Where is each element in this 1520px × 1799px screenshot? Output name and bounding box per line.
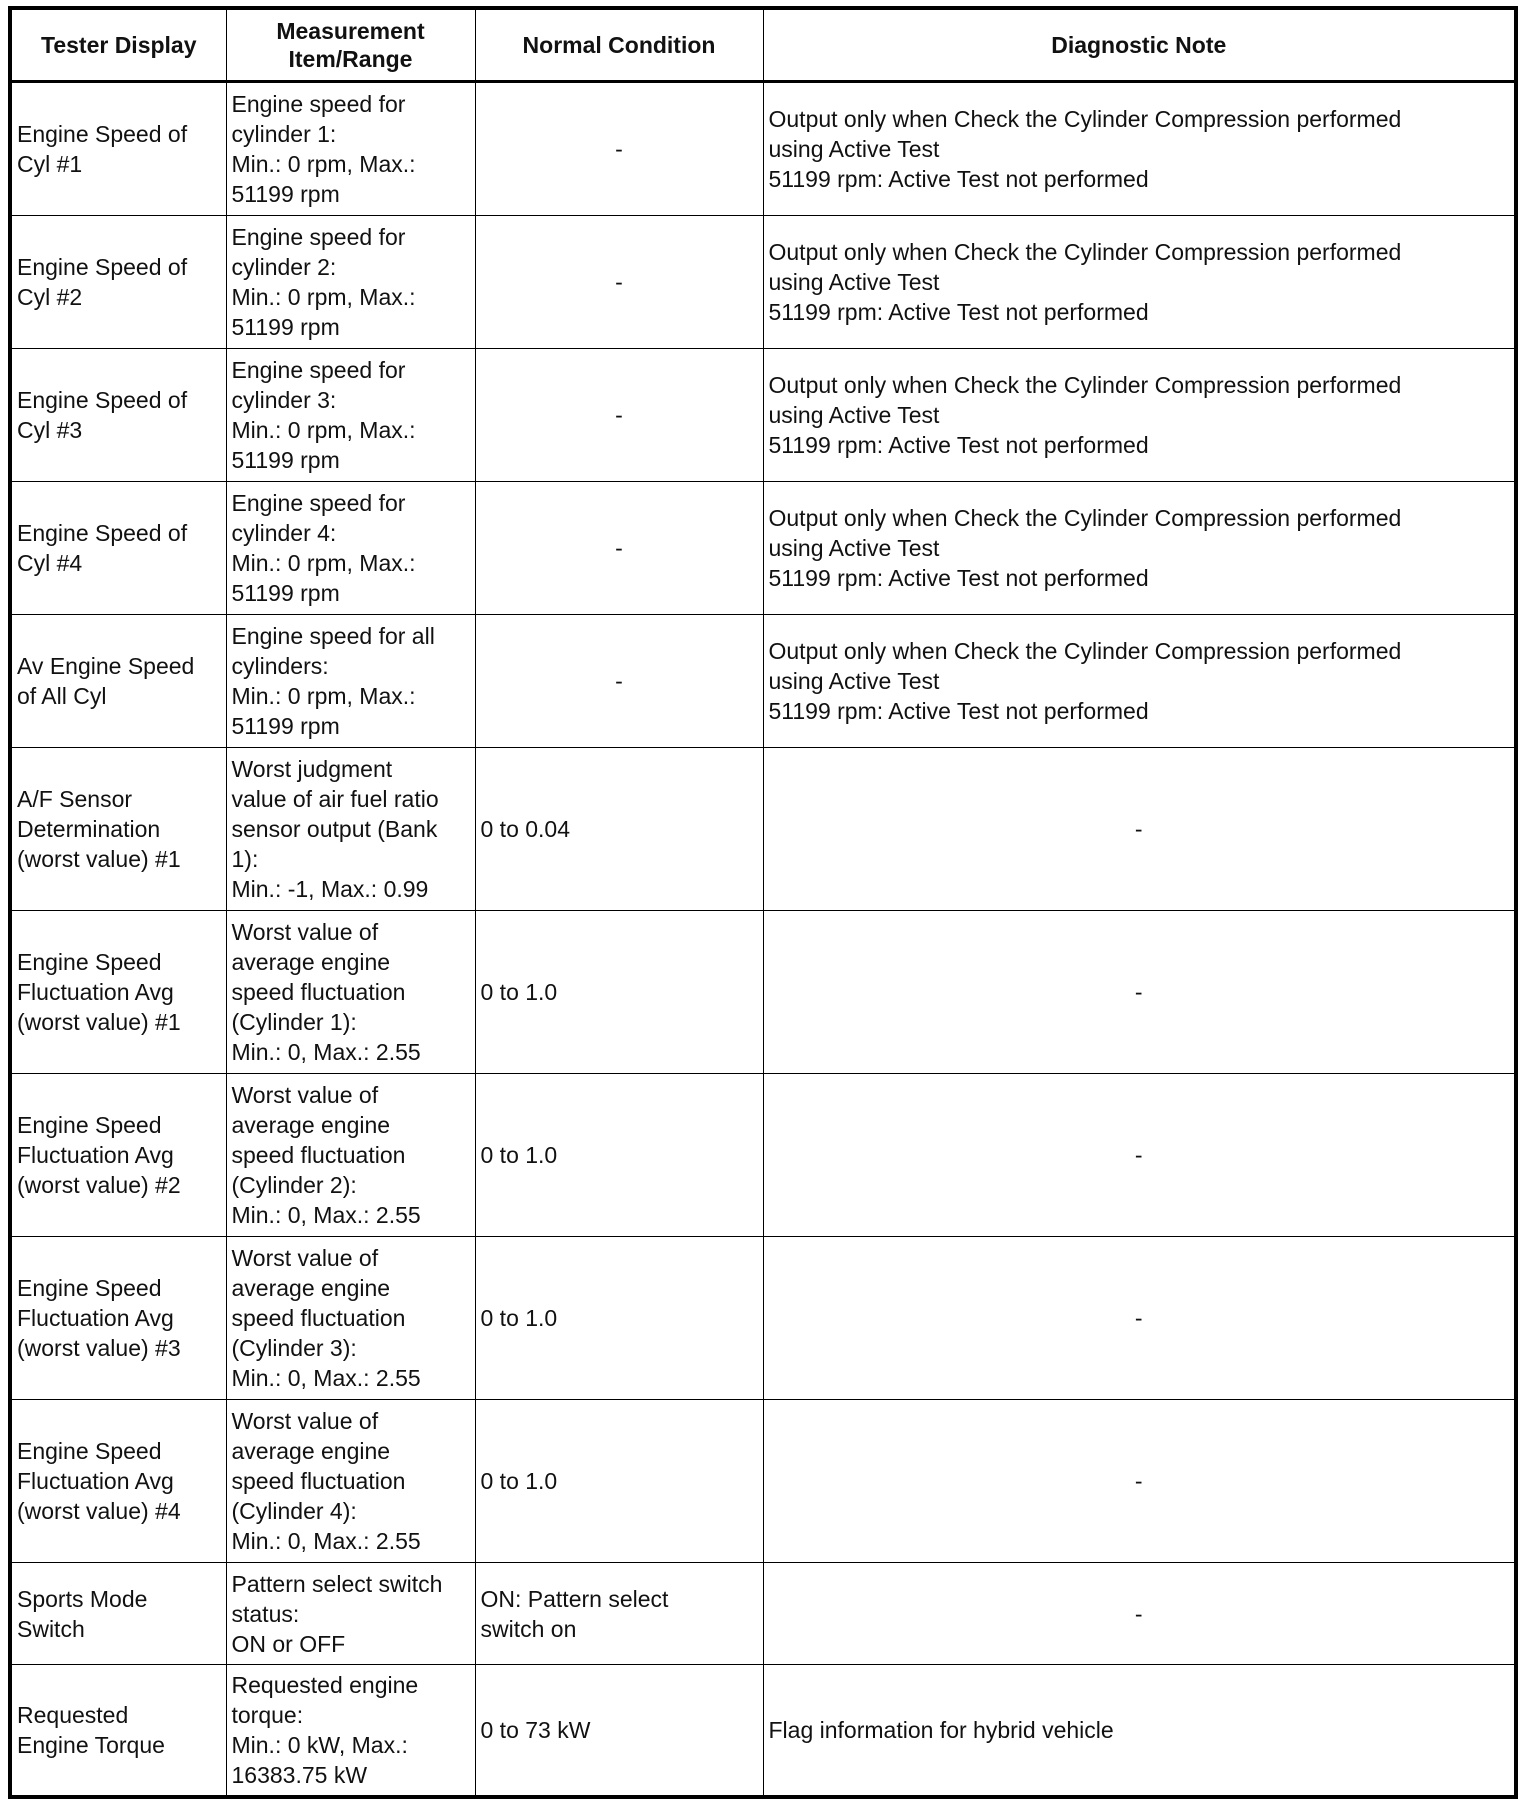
header-row <box>10 8 1516 82</box>
data-list-table <box>8 6 1518 1799</box>
tester-display-cell: Requested Engine Torque <box>10 1665 226 1798</box>
diagnostic-note-cell: - <box>763 1237 1516 1400</box>
table-row <box>10 216 1516 349</box>
normal-condition-cell: - <box>475 349 763 482</box>
header-diagnostic-note: Diagnostic Note <box>763 8 1516 82</box>
normal-condition-cell: ON: Pattern select switch on <box>475 1563 763 1665</box>
table-row <box>10 1074 1516 1237</box>
measurement-cell: Worst value of average engine speed fluctuation (Cylinder 1): Min.: 0, Max.: 2.55 <box>226 911 475 1074</box>
measurement-cell: Worst value of average engine speed fluctuation (Cylinder 3): Min.: 0, Max.: 2.55 <box>226 1237 475 1400</box>
diagnostic-note-cell: Output only when Check the Cylinder Compression performed using Active Test 51199 rpm: Active Test not performed <box>763 615 1516 748</box>
header-normal-condition: Normal Condition <box>475 8 763 82</box>
diagnostic-note-cell: - <box>763 1400 1516 1563</box>
diagnostic-note-cell: Flag information for hybrid vehicle <box>763 1665 1516 1798</box>
tester-display-cell: Av Engine Speed of All Cyl <box>10 615 226 748</box>
normal-condition-cell: 0 to 1.0 <box>475 1074 763 1237</box>
tester-display-cell: Engine Speed Fluctuation Avg (worst value) #4 <box>10 1400 226 1563</box>
normal-condition-cell: 0 to 1.0 <box>475 911 763 1074</box>
table-row <box>10 1563 1516 1665</box>
header-measurement: Measurement Item/Range <box>226 8 475 82</box>
diagnostic-note-cell: Output only when Check the Cylinder Compression performed using Active Test 51199 rpm: Active Test not performed <box>763 216 1516 349</box>
tester-display-cell: Engine Speed of Cyl #2 <box>10 216 226 349</box>
measurement-cell: Engine speed for all cylinders: Min.: 0 rpm, Max.: 51199 rpm <box>226 615 475 748</box>
normal-condition-cell: 0 to 73 kW <box>475 1665 763 1798</box>
normal-condition-cell: - <box>475 216 763 349</box>
tester-display-cell: Engine Speed of Cyl #3 <box>10 349 226 482</box>
tester-display-cell: Engine Speed Fluctuation Avg (worst value) #3 <box>10 1237 226 1400</box>
measurement-cell: Engine speed for cylinder 3: Min.: 0 rpm, Max.: 51199 rpm <box>226 349 475 482</box>
measurement-cell: Pattern select switch status: ON or OFF <box>226 1563 475 1665</box>
diagnostic-note-cell: - <box>763 1074 1516 1237</box>
table-row <box>10 1665 1516 1798</box>
normal-condition-cell: - <box>475 615 763 748</box>
normal-condition-cell: 0 to 1.0 <box>475 1400 763 1563</box>
table-row <box>10 82 1516 216</box>
normal-condition-cell: - <box>475 82 763 216</box>
diagnostic-note-cell: - <box>763 911 1516 1074</box>
tester-display-cell: Engine Speed of Cyl #4 <box>10 482 226 615</box>
measurement-cell: Engine speed for cylinder 1: Min.: 0 rpm, Max.: 51199 rpm <box>226 82 475 216</box>
measurement-cell: Worst judgment value of air fuel ratio sensor output (Bank 1): Min.: -1, Max.: 0.99 <box>226 748 475 911</box>
tester-display-cell: Sports Mode Switch <box>10 1563 226 1665</box>
table-row <box>10 1237 1516 1400</box>
measurement-cell: Engine speed for cylinder 2: Min.: 0 rpm, Max.: 51199 rpm <box>226 216 475 349</box>
measurement-cell: Requested engine torque: Min.: 0 kW, Max.: 16383.75 kW <box>226 1665 475 1798</box>
table-row <box>10 911 1516 1074</box>
measurement-cell: Worst value of average engine speed fluctuation (Cylinder 4): Min.: 0, Max.: 2.55 <box>226 1400 475 1563</box>
measurement-cell: Engine speed for cylinder 4: Min.: 0 rpm, Max.: 51199 rpm <box>226 482 475 615</box>
table-row <box>10 615 1516 748</box>
normal-condition-cell: 0 to 1.0 <box>475 1237 763 1400</box>
diagnostic-note-cell: - <box>763 748 1516 911</box>
tester-display-cell: Engine Speed Fluctuation Avg (worst value) #1 <box>10 911 226 1074</box>
tester-display-cell: Engine Speed Fluctuation Avg (worst value) #2 <box>10 1074 226 1237</box>
diagnostic-note-cell: Output only when Check the Cylinder Compression performed using Active Test 51199 rpm: Active Test not performed <box>763 482 1516 615</box>
table-row <box>10 748 1516 911</box>
diagnostic-note-cell: - <box>763 1563 1516 1665</box>
diagnostic-note-cell: Output only when Check the Cylinder Compression performed using Active Test 51199 rpm: Active Test not performed <box>763 349 1516 482</box>
tester-display-cell: A/F Sensor Determination (worst value) #1 <box>10 748 226 911</box>
table-row <box>10 349 1516 482</box>
diagnostic-note-cell: Output only when Check the Cylinder Compression performed using Active Test 51199 rpm: Active Test not performed <box>763 82 1516 216</box>
normal-condition-cell: 0 to 0.04 <box>475 748 763 911</box>
table-row <box>10 1400 1516 1563</box>
table-row <box>10 482 1516 615</box>
normal-condition-cell: - <box>475 482 763 615</box>
header-tester-display: Tester Display <box>10 8 226 82</box>
measurement-cell: Worst value of average engine speed fluctuation (Cylinder 2): Min.: 0, Max.: 2.55 <box>226 1074 475 1237</box>
tester-display-cell: Engine Speed of Cyl #1 <box>10 82 226 216</box>
